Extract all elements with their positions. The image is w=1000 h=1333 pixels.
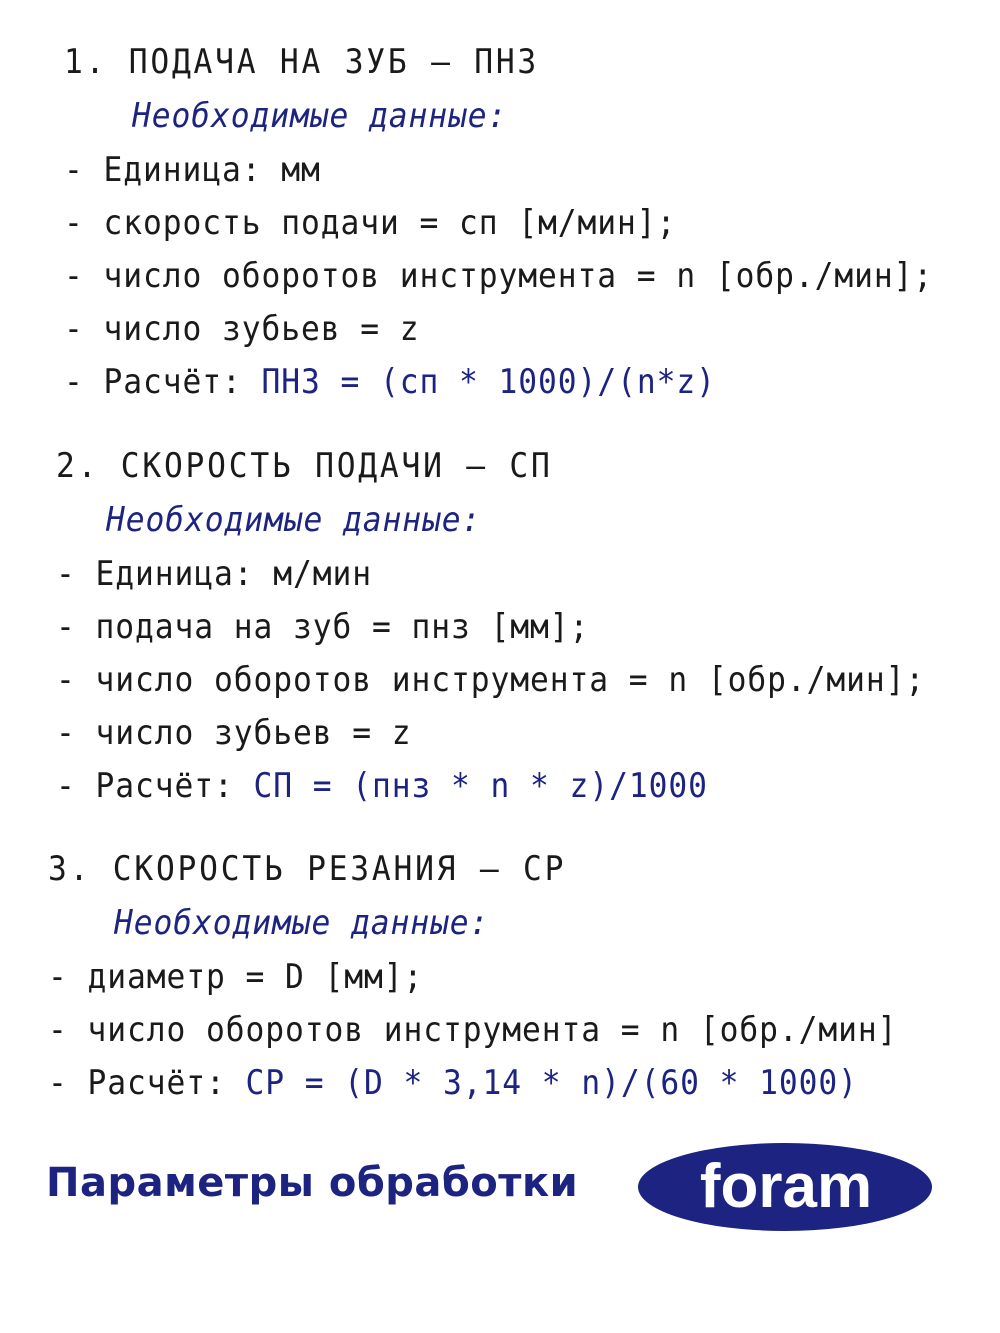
section-1-heading: 1. ПОДАЧА НА ЗУБ – ПНЗ [64,42,540,82]
section-1-subheading: Необходимые данные: [132,96,508,136]
calc-formula: СР = (D * 3,14 * n)/(60 * 1000) [245,1063,858,1103]
calc-label: - Расчёт: [48,1063,246,1103]
section-1-item: - число зубьев = z [64,309,420,349]
section-2-calculation [56,766,708,806]
section-3-subheading: Необходимые данные: [114,903,490,943]
section-2-item: - число зубьев = z [56,713,412,753]
footer-title: Параметры обработки [46,1160,579,1206]
calc-label: - Расчёт: [64,362,262,402]
section-2-subheading: Необходимые данные: [106,500,482,540]
section-1-calculation [64,362,716,402]
section-1-item: - Единица: мм [64,150,321,190]
section-3-calculation [48,1063,858,1103]
calc-formula: СП = (пнз * n * z)/1000 [253,766,708,806]
section-3-heading: 3. СКОРОСТЬ РЕЗАНИЯ – СР [48,849,567,889]
section-2-heading: 2. СКОРОСТЬ ПОДАЧИ – СП [56,446,553,486]
calc-formula: ПНЗ = (сп * 1000)/(n*z) [261,362,716,402]
section-2-item: - число оборотов инструмента = n [обр./мин]; [56,660,926,700]
section-2-item: - Единица: м/мин [56,554,373,594]
section-1-item: - скорость подачи = сп [м/мин]; [64,203,677,243]
foram-logo [636,1141,934,1233]
logo-text: foram [699,1152,873,1221]
calc-label: - Расчёт: [56,766,254,806]
section-1-item: - число оборотов инструмента = n [обр./мин]; [64,256,934,296]
section-3-item: - число оборотов инструмента = n [обр./мин] [48,1010,898,1050]
section-3-item: - диаметр = D [мм]; [48,957,424,997]
section-2-item: - подача на зуб = пнз [мм]; [56,607,590,647]
